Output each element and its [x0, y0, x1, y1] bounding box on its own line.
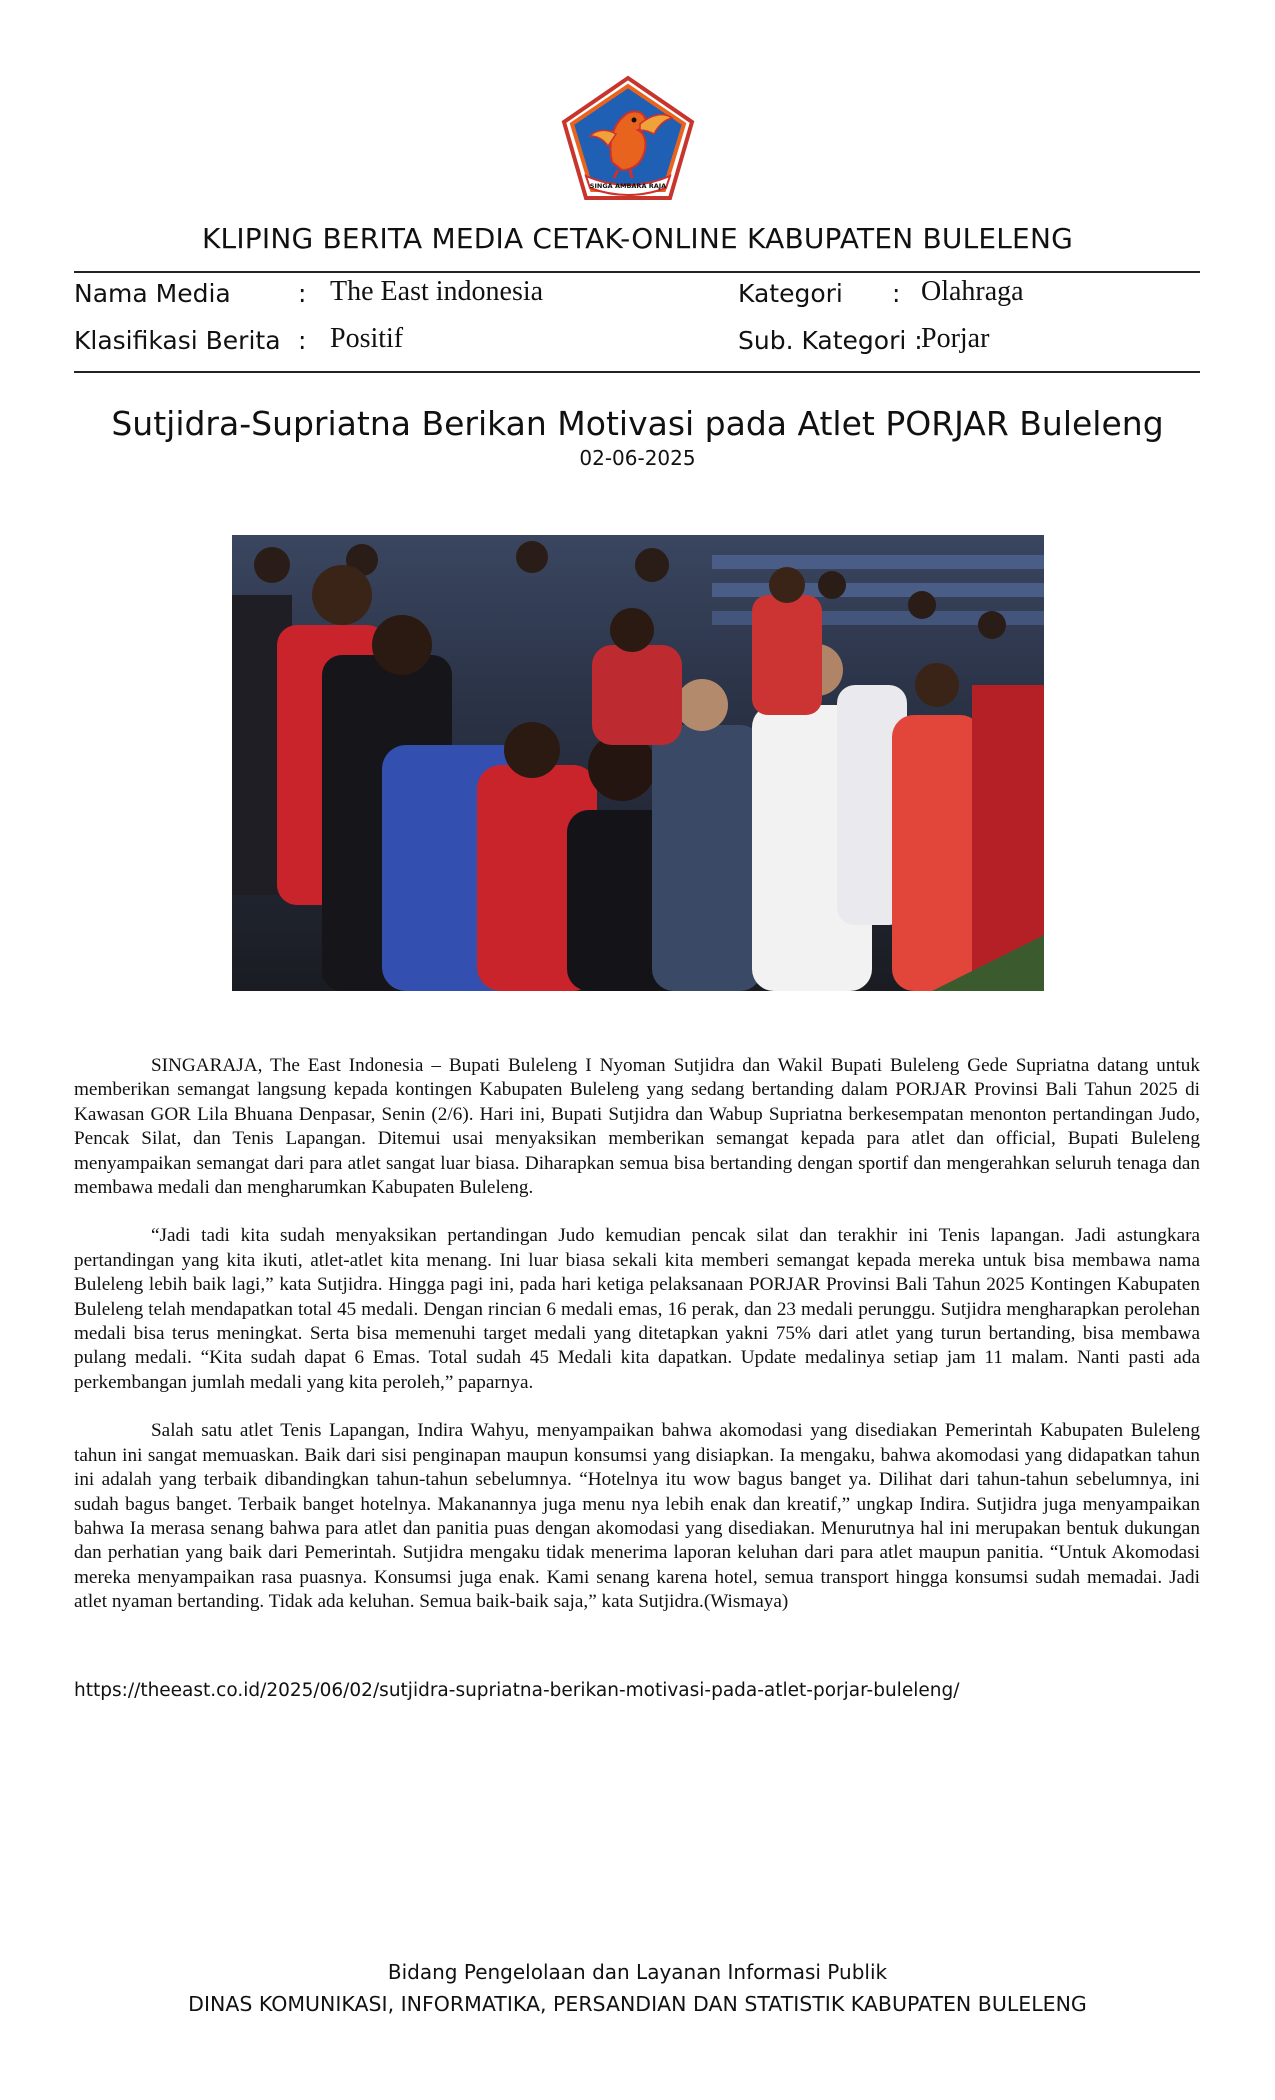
sub-kategori-label: Sub. Kategori :	[738, 326, 923, 355]
crest-ribbon-text: SINGA AMBARA RAJA	[589, 182, 667, 190]
article-paragraph-3: Salah satu atlet Tenis Lapangan, Indira Wahyu, menyampaikan bahwa akomodasi yang disediakan Pemerintah Kabupaten Buleleng tahun ini sangat memuaskan. Baik dari sisi penginapan maupun konsumsi yang disiapkan. Ia mengaku, bahwa akomodasi yang didapatkan tahun ini adalah yang terbaik dibandingkan tahun-tahun sebelumnya. “Hotelnya itu wow bagus banget ya. Dilihat dari tahun-tahun sebelumnya, ini sudah bagus banget. Terbaik banget hotelnya. Makanannya juga menu nya lebih enak dan kreatif,” ungkap Indira. Sutjidra juga menyampaikan bahwa Ia merasa senang bahwa para atlet dan panitia puas dengan akomodasi yang disediakan. Menurutnya hal ini merupakan bentuk dukungan dan perhatian yang baik dari Pemerintah. Sutjidra mengaku tidak menerima laporan keluhan dari para atlet maupun panitia. “Untuk Akomodasi mereka menyampaikan rasa puasnya. Konsumsi juga enak. Kami senang karena hotel, semua transport hingga konsumsi sudah memadai. Jadi atlet nyaman bertanding. Tidak ada keluhan. Semua baik-baik saja,” kata Sutjidra.(Wismaya)	[74, 1420, 1200, 1613]
kategori-value: Olahraga	[921, 276, 1024, 307]
header-divider-top	[74, 271, 1200, 273]
kategori-label: Kategori	[738, 279, 843, 308]
header-title: KLIPING BERITA MEDIA CETAK-ONLINE KABUPATEN BULELENG	[201, 222, 1073, 255]
nama-media-label: Nama Media	[74, 279, 231, 308]
header-divider-bottom	[74, 371, 1200, 373]
klasifikasi-colon: :	[298, 326, 307, 355]
nama-media-value: The East indonesia	[330, 276, 544, 307]
footer-agency: DINAS KOMUNIKASI, INFORMATIKA, PERSANDIAN DAN STATISTIK KABUPATEN BULELENG	[188, 1992, 1087, 2016]
sub-kategori-value: Porjar	[921, 323, 990, 354]
regency-crest-icon	[560, 74, 696, 204]
source-url-link[interactable]: https://theeast.co.id/2025/06/02/sutjidra-supriatna-berikan-motivasi-pada-atlet-porjar-buleleng/	[74, 1680, 960, 1701]
kategori-colon: :	[892, 279, 901, 308]
article-paragraph-1: SINGARAJA, The East Indonesia – Bupati Buleleng I Nyoman Sutjidra dan Wakil Bupati Buleleng Gede Supriatna datang untuk memberikan semangat langsung kepada kontingen Kabupaten Buleleng yang sedang bertanding dalam PORJAR Provinsi Bali Tahun 2025 di Kawasan GOR Lila Bhuana Denpasar, Senin (2/6). Hari ini, Bupati Sutjidra dan Wabup Supriatna berkesempatan menonton pertandingan Judo, Pencak Silat, dan Tenis Lapangan. Ditemui usai menyaksikan memberikan semangat kepada para atlet dan official, Bupati Buleleng menyampaikan semangat dari para atlet sangat luar biasa. Diharapkan semua bisa bertanding dengan sportif dan mengerahkan seluruh tenaga dan membawa medali dan mengharumkan Kabupaten Buleleng.	[74, 1055, 1200, 1199]
klasifikasi-label: Klasifikasi Berita	[74, 326, 281, 355]
article-body	[74, 1054, 1200, 1639]
article-date: 02-06-2025	[579, 446, 696, 470]
klasifikasi-value: Positif	[330, 323, 404, 354]
nama-media-colon: :	[298, 279, 307, 308]
footer-department: Bidang Pengelolaan dan Layanan Informasi Publik	[387, 1960, 888, 1984]
article-title: Sutjidra-Supriatna Berikan Motivasi pada Atlet PORJAR Buleleng	[111, 404, 1164, 443]
article-paragraph-2: “Jadi tadi kita sudah menyaksikan pertandingan Judo kemudian pencak silat dan terakhir ini Tenis lapangan. Jadi astungkara pertandingan yang kita ikuti, atlet-atlet kita menang. Ini luar biasa sekali kita memberi semangat kepada mereka untuk bisa membawa nama Buleleng lebih baik lagi,” kata Sutjidra. Hingga pagi ini, pada hari ketiga pelaksanaan PORJAR Provinsi Bali Tahun 2025 Kontingen Kabupaten Buleleng telah mendapatkan total 45 medali. Dengan rincian 6 medali emas, 16 perak, dan 23 medali perunggu. Sutjidra mengharapkan perolehan medali bisa terus meningkat. Serta bisa memenuhi target medali yang ditetapkan yakni 75% dari atlet yang turun bertanding, bisa membawa pulang medali. “Kita sudah dapat 6 Emas. Total sudah 45 Medali kita dapatkan. Update medalinya setiap jam 11 malam. Nanti pasti ada perkembangan jumlah medali yang kita peroleh,” paparnya.	[74, 1225, 1200, 1393]
news-photo-crowd	[232, 535, 1044, 991]
